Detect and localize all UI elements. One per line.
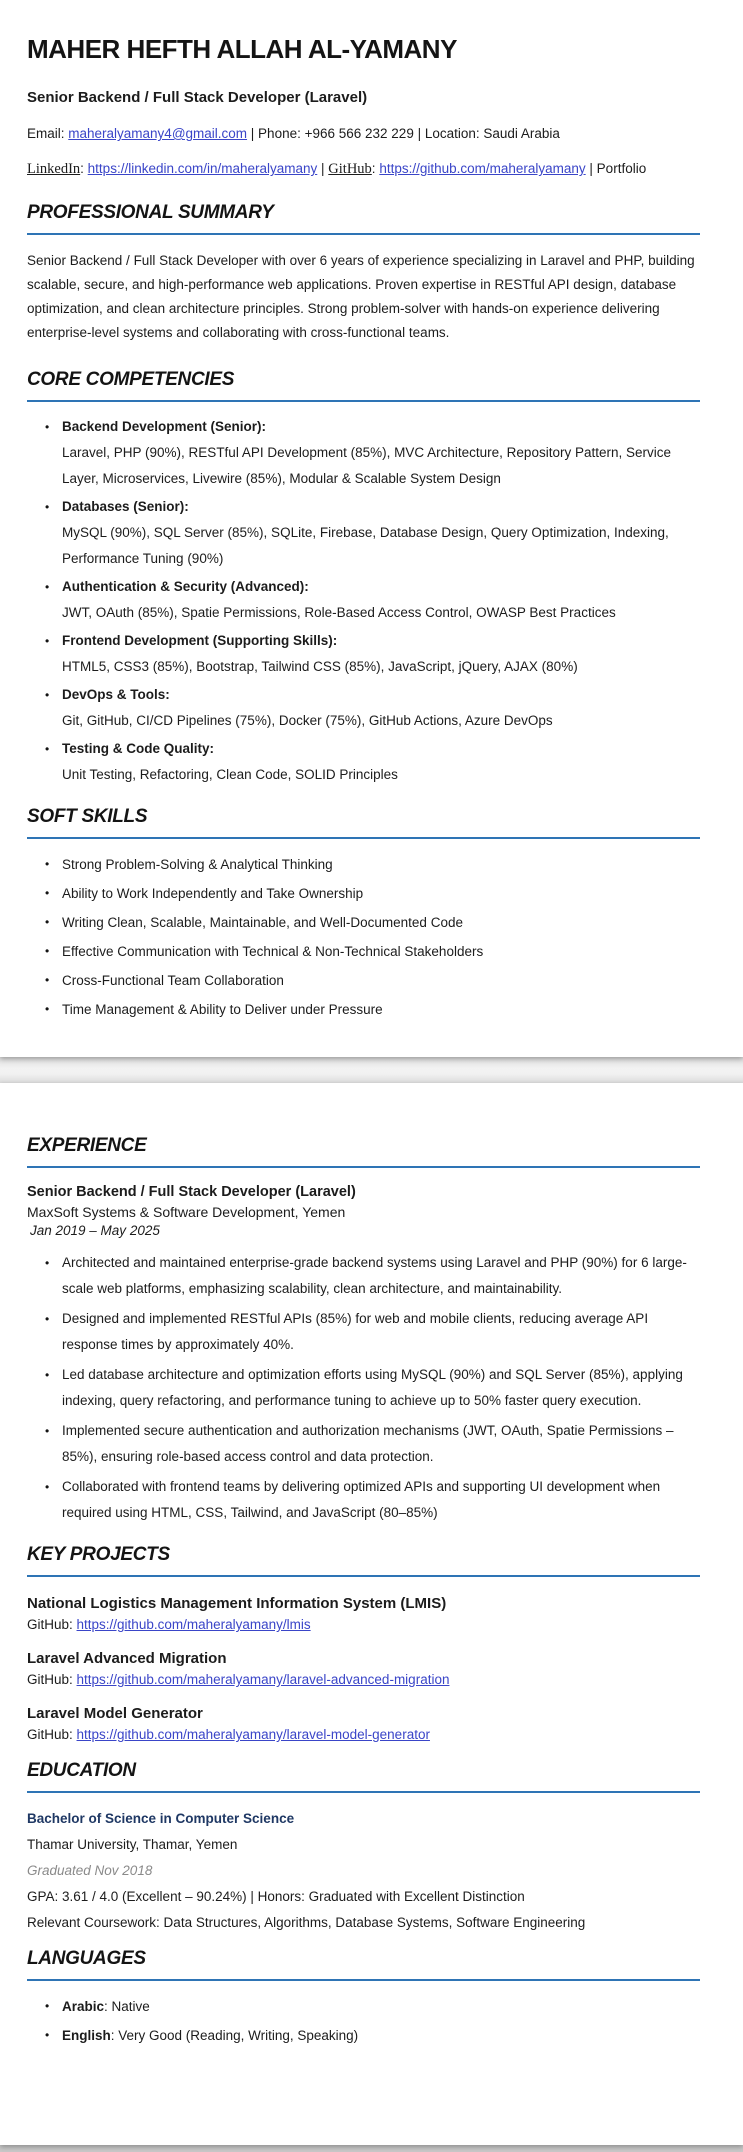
contact-line (27, 126, 700, 141)
project-title: National Logistics Management Information System (LMIS) (27, 1595, 447, 1612)
separator: | (317, 161, 329, 176)
project-link-line (27, 1727, 700, 1742)
email-label: Email: (27, 126, 69, 141)
language-entry (62, 1993, 700, 2020)
project-github-link[interactable]: https://github.com/maheralyamany/lmis (76, 1617, 311, 1632)
language-level: : Very Good (Reading, Writing, Speaking) (110, 2028, 359, 2043)
email-link[interactable]: maheralyamany4@gmail.com (68, 126, 248, 141)
project-title: Laravel Advanced Migration (27, 1650, 227, 1667)
bullet-icon: • (45, 915, 50, 929)
project-title: Laravel Model Generator (27, 1705, 203, 1722)
candidate-job-title: Senior Backend / Full Stack Developer (Laravel) (27, 89, 368, 106)
page-break-gap (0, 1057, 743, 1083)
bullet-icon: • (45, 857, 50, 871)
list-item (27, 851, 700, 878)
candidate-name: MAHER HEFTH ALLAH AL-YAMANY (27, 34, 457, 64)
project-link-line (27, 1617, 700, 1632)
language-level: : Native (104, 1999, 150, 2014)
competency-detail: MySQL (90%), SQL Server (85%), SQLite, Firebase, Database Design, Query Optimization, Indexing, Performance Tuning (90%) (62, 525, 669, 566)
separator: : (80, 161, 88, 176)
profile-links-line (27, 161, 700, 178)
list-item (27, 1474, 700, 1526)
list-item (27, 628, 700, 680)
section-heading-key-projects: KEY PROJECTS (27, 1544, 700, 1577)
bullet-icon: • (45, 1312, 50, 1326)
competency-category: Backend Development (Senior): (62, 419, 267, 434)
competency-category: Frontend Development (Supporting Skills): (62, 633, 338, 648)
project-github-link[interactable]: https://github.com/maheralyamany/laravel-advanced-migration (76, 1672, 450, 1687)
section-heading-experience: EXPERIENCE (27, 1135, 700, 1168)
language-name: Arabic (62, 1999, 105, 2014)
bullet-icon: • (45, 1999, 50, 2013)
soft-skill: Writing Clean, Scalable, Maintainable, and Well-Documented Code (62, 915, 463, 930)
competency-detail: Git, GitHub, CI/CD Pipelines (75%), Docker (75%), GitHub Actions, Azure DevOps (62, 713, 553, 728)
competency-detail: HTML5, CSS3 (85%), Bootstrap, Tailwind CSS (85%), JavaScript, jQuery, AJAX (80%) (62, 659, 578, 674)
list-item (27, 1306, 700, 1358)
experience-bullet: Implemented secure authentication and authorization mechanisms (JWT, OAuth, Spatie Permissions – 85%), ensuring role-based access control and data protection. (62, 1423, 674, 1464)
phone-location-text: | Phone: +966 566 232 229 | Location: Saudi Arabia (247, 126, 560, 141)
bullet-icon: • (45, 634, 50, 648)
project-item (27, 1595, 700, 1632)
soft-skills-list (27, 851, 700, 1023)
bullet-icon: • (45, 742, 50, 756)
section-heading-languages: LANGUAGES (27, 1948, 700, 1981)
github-url-link[interactable]: https://github.com/maheralyamany (379, 161, 586, 176)
desk-background-strip (0, 2145, 743, 2152)
section-heading-professional-summary: PROFESSIONAL SUMMARY (27, 202, 700, 235)
competency-category: Testing & Code Quality: (62, 741, 215, 756)
list-item (27, 1362, 700, 1414)
project-item (27, 1705, 700, 1742)
bullet-icon: • (45, 420, 50, 434)
list-item (27, 574, 700, 626)
core-competencies-list (27, 414, 700, 788)
project-github-link[interactable]: https://github.com/maheralyamany/laravel-model-generator (76, 1727, 430, 1742)
competency-detail: Unit Testing, Refactoring, Clean Code, SOLID Principles (62, 767, 398, 782)
section-heading-core-competencies: CORE COMPETENCIES (27, 369, 700, 402)
list-item (27, 909, 700, 936)
bullet-icon: • (45, 2028, 50, 2042)
experience-bullet: Led database architecture and optimization efforts using MySQL (90%) and SQL Server (85%), applying indexing, query refactoring, and performance tuning to achieve up to 50% faster query execution. (62, 1367, 683, 1408)
linkedin-label-link[interactable]: LinkedIn (27, 161, 81, 177)
bullet-icon: • (45, 688, 50, 702)
list-item (27, 1993, 700, 2020)
soft-skill: Cross-Functional Team Collaboration (62, 973, 284, 988)
github-label: GitHub: (27, 1727, 77, 1742)
experience-bullet: Designed and implemented RESTful APIs (85%) for web and mobile clients, reducing average API response times by approximately 40%. (62, 1311, 649, 1352)
education-graduation-date: Graduated Nov 2018 (27, 1863, 153, 1878)
soft-skill: Effective Communication with Technical & Non-Technical Stakeholders (62, 944, 484, 959)
project-link-line (27, 1672, 700, 1687)
portfolio-text: | Portfolio (585, 161, 647, 176)
list-item (27, 880, 700, 907)
list-item (27, 2022, 700, 2049)
project-item (27, 1650, 700, 1687)
bullet-icon: • (45, 973, 50, 987)
bullet-icon: • (45, 1256, 50, 1270)
github-label-link[interactable]: GitHub (328, 161, 372, 177)
bullet-icon: • (45, 1002, 50, 1016)
section-heading-soft-skills: SOFT SKILLS (27, 806, 700, 839)
bullet-icon: • (45, 1480, 50, 1494)
experience-bullet-list (27, 1250, 700, 1526)
experience-dates: Jan 2019 – May 2025 (30, 1223, 160, 1238)
bullet-icon: • (45, 500, 50, 514)
list-item (27, 414, 700, 492)
education-coursework: Relevant Coursework: Data Structures, Algorithms, Database Systems, Software Engineering (27, 1915, 586, 1930)
competency-detail: Laravel, PHP (90%), RESTful API Development (85%), MVC Architecture, Repository Pattern, Service Layer, Microservices, Livewire (85%), Modular & Scalable System Design (62, 445, 671, 486)
list-item (27, 967, 700, 994)
github-label: GitHub: (27, 1617, 77, 1632)
soft-skill: Time Management & Ability to Deliver under Pressure (62, 1002, 383, 1017)
education-school: Thamar University, Thamar, Yemen (27, 1837, 238, 1852)
competency-category: DevOps & Tools: (62, 687, 170, 702)
linkedin-url-link[interactable]: https://linkedin.com/in/maheralyamany (87, 161, 318, 176)
resume-page-2 (0, 1083, 743, 2145)
bullet-icon: • (45, 886, 50, 900)
soft-skill: Strong Problem-Solving & Analytical Thinking (62, 857, 333, 872)
bullet-icon: • (45, 944, 50, 958)
language-entry (62, 2022, 700, 2049)
education-gpa: GPA: 3.61 / 4.0 (Excellent – 90.24%) | Honors: Graduated with Excellent Distinction (27, 1889, 525, 1904)
soft-skill: Ability to Work Independently and Take Ownership (62, 886, 364, 901)
list-item (27, 1418, 700, 1470)
list-item (27, 1250, 700, 1302)
bullet-icon: • (45, 580, 50, 594)
experience-bullet: Architected and maintained enterprise-grade backend systems using Laravel and PHP (90%) for 6 large-scale web platforms, emphasizing scalability, clean architecture, and maintainability. (62, 1255, 687, 1296)
education-degree: Bachelor of Science in Computer Science (27, 1811, 295, 1826)
separator: : (371, 161, 380, 176)
list-item (27, 736, 700, 788)
language-name: English (62, 2028, 111, 2043)
competency-detail: JWT, OAuth (85%), Spatie Permissions, Role-Based Access Control, OWASP Best Practices (62, 605, 616, 620)
experience-bullet: Collaborated with frontend teams by delivering optimized APIs and supporting UI development when required using HTML, CSS, Tailwind, and JavaScript (80–85%) (62, 1479, 661, 1520)
section-heading-education: EDUCATION (27, 1760, 700, 1793)
experience-job-title: Senior Backend / Full Stack Developer (Laravel) (27, 1184, 356, 1200)
bullet-icon: • (45, 1368, 50, 1382)
list-item (27, 996, 700, 1023)
competency-category: Databases (Senior): (62, 499, 189, 514)
professional-summary-text: Senior Backend / Full Stack Developer with over 6 years of experience specializing in Laravel and PHP, building scalable, secure, and high-performance web applications. Proven expertise in RESTful API design, database optimization, and clean architecture principles. Strong problem-solver with hands-on experience delivering enterprise-level systems and collaborating with cross-functional teams. (27, 253, 695, 340)
competency-category: Authentication & Security (Advanced): (62, 579, 309, 594)
resume-page-1 (0, 0, 743, 1057)
languages-list (27, 1993, 700, 2049)
list-item (27, 938, 700, 965)
bullet-icon: • (45, 1424, 50, 1438)
list-item (27, 682, 700, 734)
github-label: GitHub: (27, 1672, 77, 1687)
list-item (27, 494, 700, 572)
experience-company: MaxSoft Systems & Software Development, Yemen (27, 1204, 346, 1220)
